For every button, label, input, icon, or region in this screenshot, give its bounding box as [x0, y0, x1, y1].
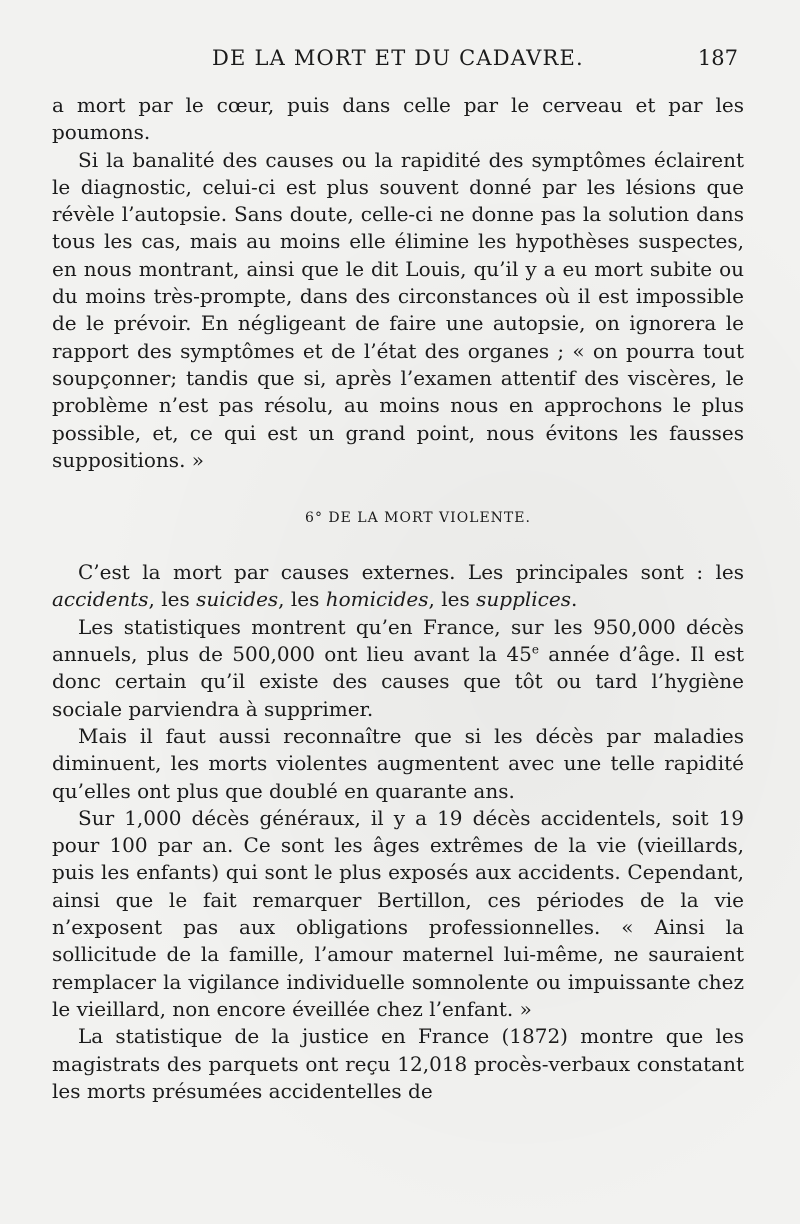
paragraph-deces-accidentels: Sur 1,000 décès généraux, il y a 19 décès accidentels, soit 19 pour 100 par an. Ce sont les âges extrêmes de la vie (vieillards, puis les enfants) qui sont le plus exposés aux accidents. Cependant, ainsi que le fait remarquer Bertillon, ces périodes de la vie n’exposent pas aux obligations professionnelles. « Ainsi la sollicitude de la famille, l’amour maternel lui-même, ne sauraient remplacer la vigilance individuelle somnolente ou impuissante chez le vieillard, non encore éveillée chez l’enfant. »	[52, 805, 744, 1021]
text-run: , les	[278, 587, 326, 612]
body-text	[52, 92, 744, 1105]
paragraph-statistique-justice: La statistique de la justice en France (1872) montre que les magistrats des parquets ont reçu 12,018 procès-verbaux constatant les morts présumées accidentelles de	[52, 1024, 744, 1103]
text-run: année d’âge. Il est donc certain qu’il existe des causes que tôt ou tard l’hygiène sociale parviendra à supprimer.	[52, 642, 744, 721]
term-homicides: homicides	[325, 587, 429, 612]
section-heading: 6° DE LA MORT VIOLENTE.	[305, 510, 531, 527]
superscript: e	[531, 642, 539, 657]
paragraph-causes-externes	[52, 559, 744, 614]
term-accidents: accidents	[52, 587, 149, 612]
text-run: , les	[148, 587, 197, 612]
text-run: , les	[428, 587, 477, 612]
text-run: Les statistiques montrent qu’en France, sur les 950,000 décès annuels, plus de 500,000 ont lieu avant la 45	[52, 614, 744, 667]
text-run: .	[570, 587, 578, 612]
paragraph-continuation: a mort par le cœur, puis dans celle par le cerveau et par les poumons.	[52, 93, 744, 145]
paragraph-morts-violentes: Mais il faut aussi reconnaître que si les décès par maladies diminuent, les morts violentes augmentent avec une telle rapidité qu’elles ont plus que doublé en quarante ans.	[52, 723, 744, 803]
paragraph-diagnosis: Si la banalité des causes ou la rapidité des symptômes éclairent le diagnostic, celui-ci est plus souvent donné par les lésions que révèle l’autopsie. Sans doute, celle-ci ne donne pas la solution dans tous les cas, mais au moins elle élimine les hypothèses suspectes, en nous montrant, ainsi que le dit Louis, qu’il y a eu mort subite ou du moins très-prompte, dans des circonstances où il est impossible de le prévoir. En négligeant de faire une autopsie, on ignorera le rapport des symptômes et de l’état des organes ; « on pourra tout soupçonner; tandis que si, après l’examen attentif des viscères, le problème n’est pas résolu, au moins nous en approchons le plus possible, et, ce qui est un grand point, nous évitons les fausses suppositions. »	[52, 147, 744, 472]
running-title: DE LA MORT ET DU CADAVRE.	[212, 46, 584, 70]
paragraph-statistiques	[52, 614, 744, 723]
term-suicides: suicides	[196, 587, 279, 612]
page-header	[52, 46, 742, 76]
page-number: 187	[697, 46, 738, 70]
term-supplices: supplices	[476, 587, 571, 612]
text-run: C’est la mort par causes externes. Les principales sont : les	[78, 560, 744, 585]
